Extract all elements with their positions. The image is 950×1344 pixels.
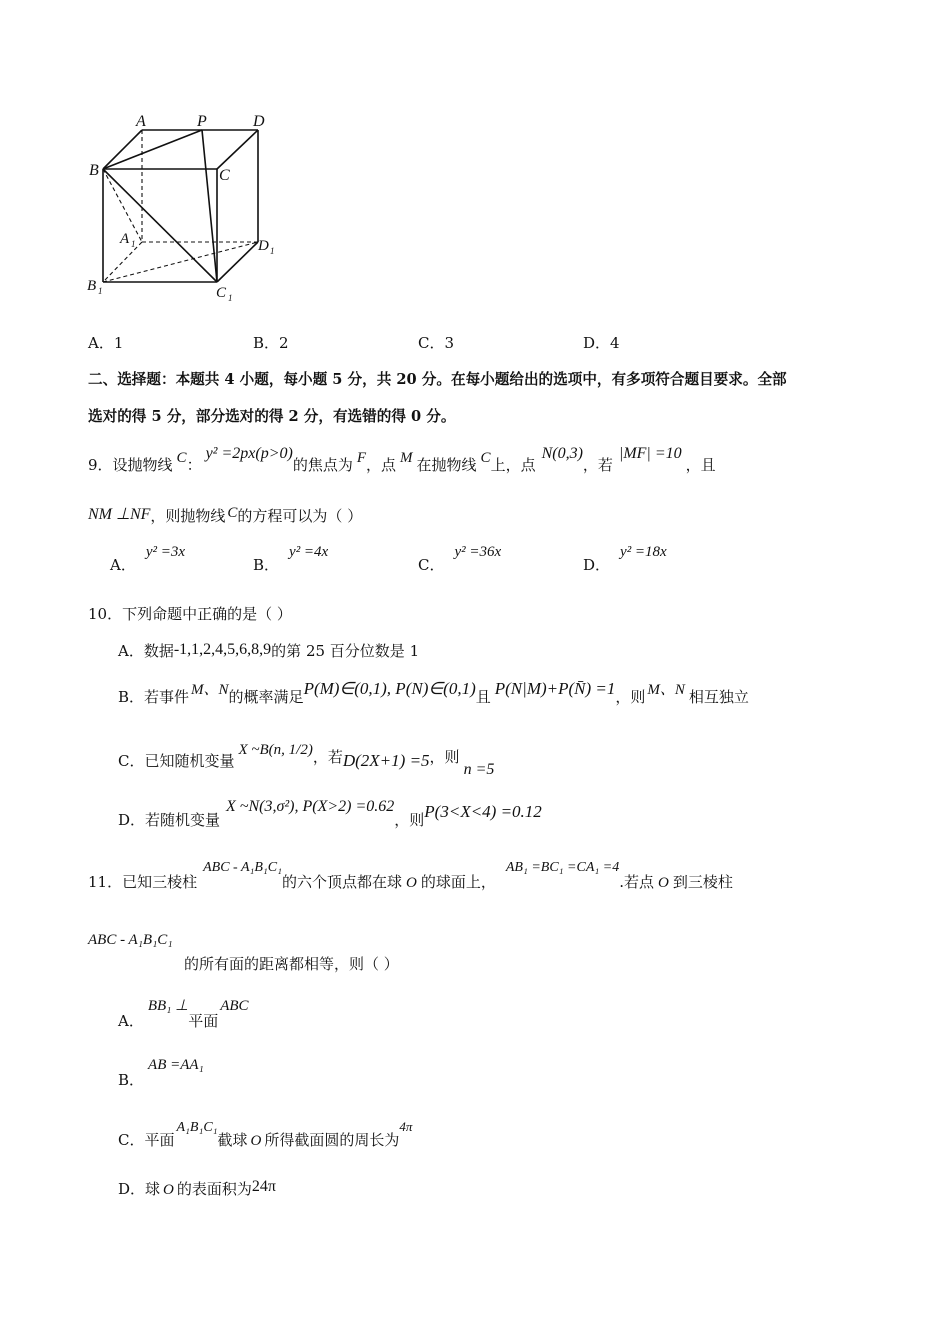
q9-line2	[88, 503, 362, 524]
q11-O2: O	[657, 875, 669, 891]
label-C: C	[219, 167, 230, 184]
label-A1: A	[120, 231, 130, 247]
q10-b-mn2: M、N	[647, 682, 685, 698]
q10-a-pre: A．数据	[118, 642, 174, 660]
q10-d-ans: P(3<X<4) =0.12	[424, 802, 542, 821]
q11-a-expr: BB₁ ⊥	[147, 998, 189, 1014]
q11-c-pre: C．平面	[118, 1131, 175, 1149]
q11-prism: ABC - A₁B₁C₁	[203, 860, 282, 875]
q10-c-pre: C．已知随机变量	[118, 752, 235, 770]
q11-c-plane: A₁B₁C₁	[176, 1120, 218, 1135]
q9-option-c-expr: y² =36x	[454, 544, 502, 560]
q11-stem-mid: 的六个顶点都在球	[282, 873, 403, 891]
q11-option-d	[118, 1178, 276, 1199]
q9-N: N(0,3)	[541, 445, 583, 462]
q10-b-cond: P(M)∈(0,1), P(N)∈(0,1)	[303, 679, 476, 698]
q9-on-parabola: 在抛物线	[416, 456, 477, 474]
q10-c-eq: D(2X+1) =5	[342, 751, 430, 770]
q9-parabola-eq: y² =2px(p>0)	[205, 445, 293, 462]
q9-F: F	[356, 450, 367, 466]
q11-a-plane: 平面	[188, 1012, 219, 1030]
cube-figure	[80, 105, 290, 310]
label-D: D	[253, 113, 265, 130]
q11-option-c	[118, 1115, 413, 1149]
label-D1-sub: 1	[270, 246, 275, 256]
q11-O: O	[406, 875, 417, 891]
q9-MF: |MF| =10	[618, 445, 682, 462]
section2-line1: 二、选择题：本题共 4 小题，每小题 5 分，共 20 分。在每小题给出的选项中，有多项符合题目要求。全部	[88, 371, 787, 388]
q9-option-b-expr: y² =4x	[289, 544, 329, 560]
label-B1: B	[87, 278, 97, 294]
q9-perp: NM ⊥NF	[88, 506, 151, 523]
q9-option-a-label: A．	[110, 556, 136, 574]
q10-b-pre: B．若事件	[118, 688, 190, 706]
q11-c-val: 4π	[399, 1119, 413, 1134]
q8-option-c: C．3	[418, 334, 455, 352]
q11-stem	[88, 855, 733, 891]
q10-c-if: ，若	[312, 748, 343, 766]
q9-option-a	[110, 540, 186, 574]
q10-c-ans: n =5	[463, 761, 495, 778]
q10-d-dist: X ~N(3,σ²), P(X>2) =0.62	[226, 798, 395, 815]
q11-c-mid: 截球	[217, 1131, 248, 1149]
q10-b-post: 相互独立	[688, 688, 749, 706]
q10-b-and: 且	[475, 688, 491, 706]
q11-option-a	[118, 994, 249, 1030]
q10-option-b	[118, 678, 749, 706]
q11-stem-post: .若点	[619, 873, 654, 891]
label-A: A	[136, 113, 146, 130]
q8-option-b: B．2	[253, 334, 289, 352]
label-B: B	[89, 162, 99, 179]
q9-option-d	[583, 540, 667, 574]
q11-stem-mid2: 的球面上，	[420, 873, 496, 891]
q9-if: ，若	[582, 456, 613, 474]
q11-d-pre: D．球	[118, 1180, 161, 1198]
q9-focus-text: 的焦点为	[292, 456, 353, 474]
q10-b-then: ，则	[615, 688, 646, 706]
q11-c-post: 所得截面圆的周长为	[264, 1131, 400, 1149]
q9-then: ，则抛物线	[150, 507, 226, 525]
q10-c-dist: X ~B(n, 1/2)	[238, 742, 313, 758]
q9-option-c	[418, 540, 502, 574]
q11-lengths: AB₁ =BC₁ =CA₁ =4	[505, 860, 620, 875]
q9-option-b-label: B．	[253, 556, 280, 574]
q10-a-post: 的第 25 百分位数是 1	[271, 642, 420, 660]
label-C1: C	[216, 285, 227, 301]
section2-line2: 选对的得 5 分，部分选对的得 2 分，有选错的得 0 分。	[88, 408, 456, 425]
q9-option-d-expr: y² =18x	[620, 544, 667, 560]
q9-option-b	[253, 540, 329, 574]
q10-option-c	[118, 738, 495, 778]
q9-up: 上，点	[490, 456, 536, 474]
q9-C3: C	[227, 505, 238, 521]
q11-a-label: A．	[118, 1012, 144, 1030]
q9-option-d-label: D．	[583, 556, 611, 574]
q9-option-a-expr: y² =3x	[145, 544, 186, 560]
q11-line2-prism: ABC - A₁B₁C₁	[88, 932, 173, 948]
q11-b-label: B．	[118, 1071, 145, 1089]
q9-colon: ：	[186, 456, 202, 474]
q9-stem-p1: 9．设抛物线	[88, 456, 173, 474]
label-B1-sub: 1	[98, 286, 103, 296]
q9-and: ，且	[685, 456, 716, 474]
q9-stem	[88, 446, 716, 486]
q8-option-a: A．1	[88, 334, 124, 352]
q10-b-mid: 的概率满足	[228, 688, 304, 706]
q10-stem: 10．下列命题中正确的是（ ）	[88, 605, 292, 623]
label-A1-sub: 1	[131, 239, 136, 249]
q9-option-c-label: C．	[418, 556, 445, 574]
q11-b-expr: AB =AA₁	[148, 1057, 204, 1073]
q11-line2-tail: 的所有面的距离都相等，则（ ）	[184, 955, 399, 973]
q11-c-O: O	[250, 1133, 262, 1149]
label-C1-sub: 1	[228, 293, 233, 303]
q9-tail: 的方程可以为（ ）	[237, 507, 363, 525]
q11-d-post: 的表面积为	[176, 1180, 252, 1198]
q8-option-d: D．4	[583, 334, 620, 352]
q10-option-d	[118, 795, 542, 829]
q10-b-eq: P(N|M)+P(N̄) =1	[494, 679, 616, 698]
q10-d-pre: D．若随机变量	[118, 811, 221, 829]
q11-stem-post2: 到三棱柱	[672, 873, 733, 891]
label-P: P	[197, 113, 207, 130]
q11-stem-pre: 11．已知三棱柱	[88, 873, 198, 891]
q11-d-O: O	[163, 1182, 174, 1198]
q9-point: ，点	[366, 456, 397, 474]
q11-a-abc: ABC	[220, 998, 249, 1014]
q10-b-mn: M、N	[191, 682, 229, 698]
q11-d-val: 24π	[251, 1178, 276, 1195]
q11-option-b	[118, 1053, 204, 1089]
q10-d-then: ，则	[394, 811, 425, 829]
q9-C2: C	[480, 450, 491, 466]
q11-line2	[88, 930, 399, 973]
q9-C: C	[176, 450, 187, 466]
q9-M: M	[400, 450, 413, 466]
q10-c-then: ，则	[429, 748, 460, 766]
label-D1: D	[258, 238, 269, 254]
q10-a-data: -1,1,2,4,5,6,8,9	[173, 641, 272, 658]
q10-option-a	[118, 638, 419, 659]
